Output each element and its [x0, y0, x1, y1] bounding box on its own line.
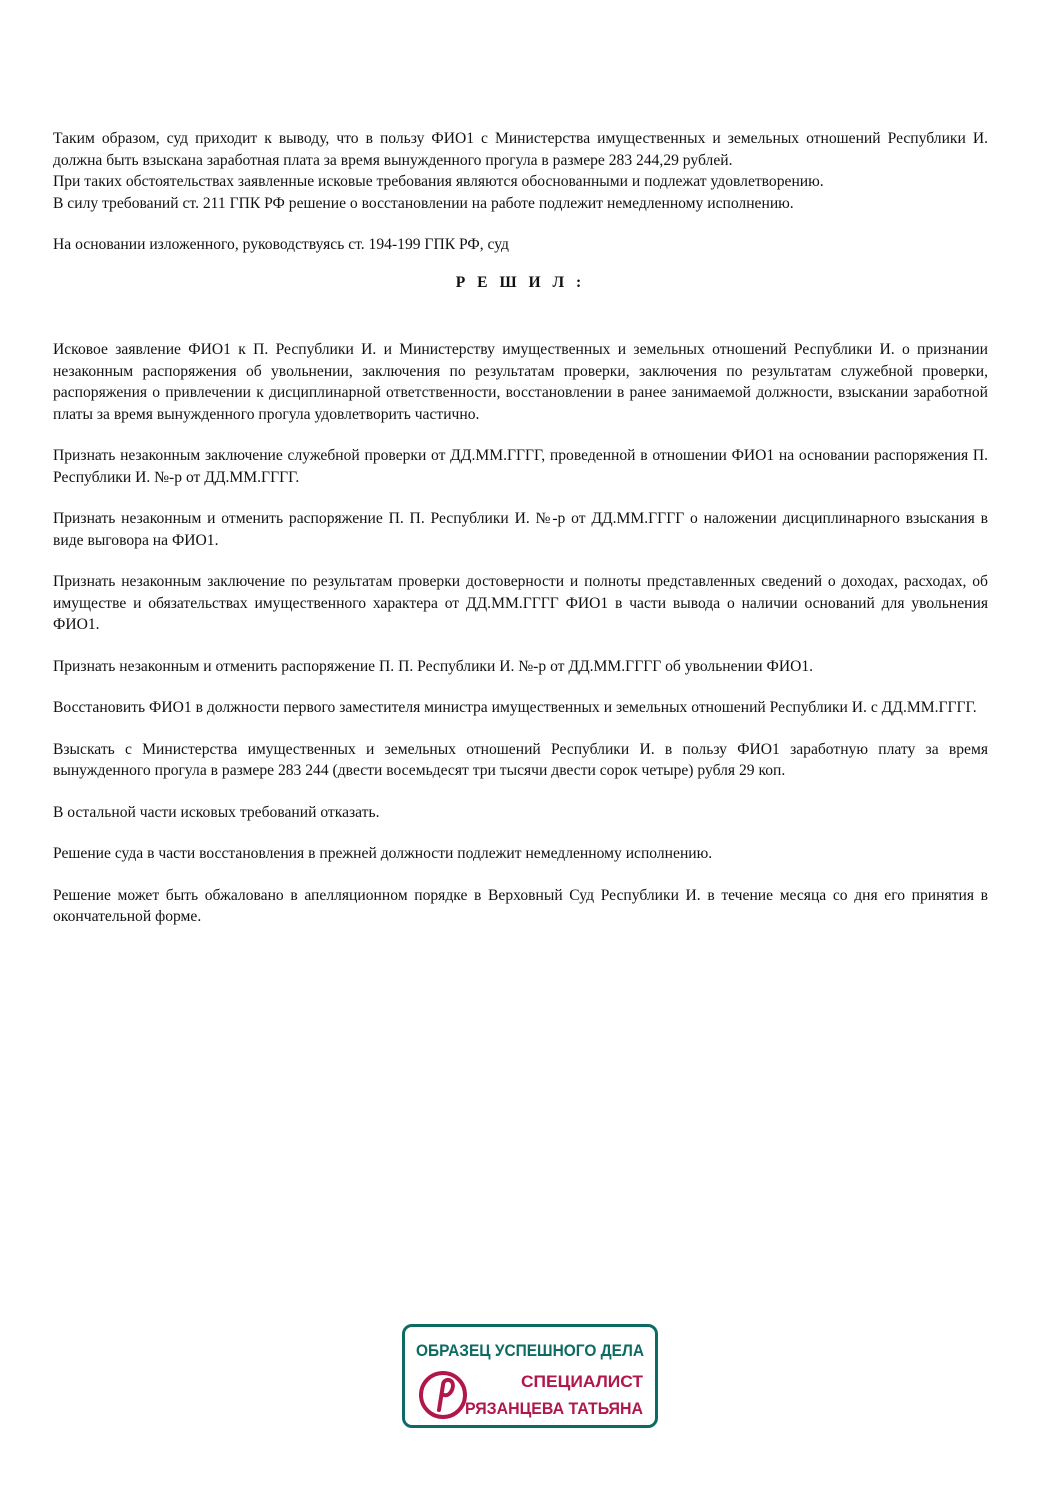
stamp-title: ОБРАЗЕЦ УСПЕШНОГО ДЕЛА: [416, 1341, 644, 1360]
decision-item: Решение может быть обжаловано в апелляционном порядке в Верховный Суд Республики И. в течение месяца со дня его принятия в окончательной форме.: [53, 886, 988, 925]
pinterest-logo-icon: [421, 1373, 465, 1417]
immediate-execution-paragraph: В силу требований ст. 211 ГПК РФ решение о восстановлении на работе подлежит немедленному исполнению.: [53, 194, 794, 212]
decision-item: Решение суда в части восстановления в прежней должности подлежит немедленному исполнению.: [53, 845, 713, 862]
decision-item: Признать незаконным заключение по результатам проверки достоверности и полноты представленных сведений о доходах, расходах, об имуществе и обязательствах имущественного характера от ДД.ММ.ГГГГ ФИО1 в части вывода о наличии оснований для увольнения ФИО1.: [53, 573, 988, 633]
decision-item: В остальной части исковых требований отказать.: [53, 803, 380, 821]
decision-heading: Р Е Ш И Л :: [455, 273, 586, 291]
conclusion-paragraph: Таким образом, суд приходит к выводу, что в пользу ФИО1 с Министерства имущественных и земельных отношений Республики И. должна быть взыскана заработная плата за время вынужденного прогула в размере 283 244,29 рублей.: [53, 130, 988, 169]
sample-case-stamp: [402, 1324, 658, 1428]
decision-item: Признать незаконным заключение служебной проверки от ДД.ММ.ГГГГ, проведенной в отношении ФИО1 на основании распоряжения П. Республики И. №-р от ДД.ММ.ГГГГ.: [53, 447, 988, 486]
decision-item: Признать незаконным и отменить распоряжение П. П. Республики И. №-р от ДД.ММ.ГГГГ об увольнении ФИО1.: [53, 657, 814, 675]
stamp-name: РЯЗАНЦЕВА ТАТЬЯНА: [465, 1399, 643, 1418]
document-page: [53, 128, 988, 928]
decision-item: Взыскать с Министерства имущественных и земельных отношений Республики И. в пользу ФИО1 заработную плату за время вынужденного прогула в размере 283 244 (двести восемьдесят три тысячи двести сорок четыре) рубля 29 коп.: [53, 740, 988, 779]
decision-item: Восстановить ФИО1 в должности первого заместителя министра имущественных и земельных отношений Республики И. с ДД.ММ.ГГГГ.: [53, 699, 977, 716]
stamp-graphic: [405, 1327, 655, 1425]
grounds-paragraph: При таких обстоятельствах заявленные исковые требования являются обоснованными и подлежат удовлетворению.: [53, 173, 824, 190]
decision-item: Признать незаконным и отменить распоряжение П. П. Республики И. №-р от ДД.ММ.ГГГГ о наложении дисциплинарного взыскания в виде выговора на ФИО1.: [53, 510, 988, 549]
legal-basis-paragraph: На основании изложенного, руководствуясь ст. 194-199 ГПК РФ, суд: [53, 236, 509, 253]
stamp-specialist: СПЕЦИАЛИСТ: [521, 1372, 644, 1391]
decision-item: Исковое заявление ФИО1 к П. Республики И. и Министерству имущественных и земельных отношений Республики И. о признании незаконным распоряжения об увольнении, заключения по результатам проверки, заключения по результатам служебной проверки, распоряжения о привлечении к дисциплинарной ответственности, восстановлении в ранее занимаемой должности, взыскании заработной платы за время вынужденного прогула удовлетворить частично.: [53, 341, 988, 423]
